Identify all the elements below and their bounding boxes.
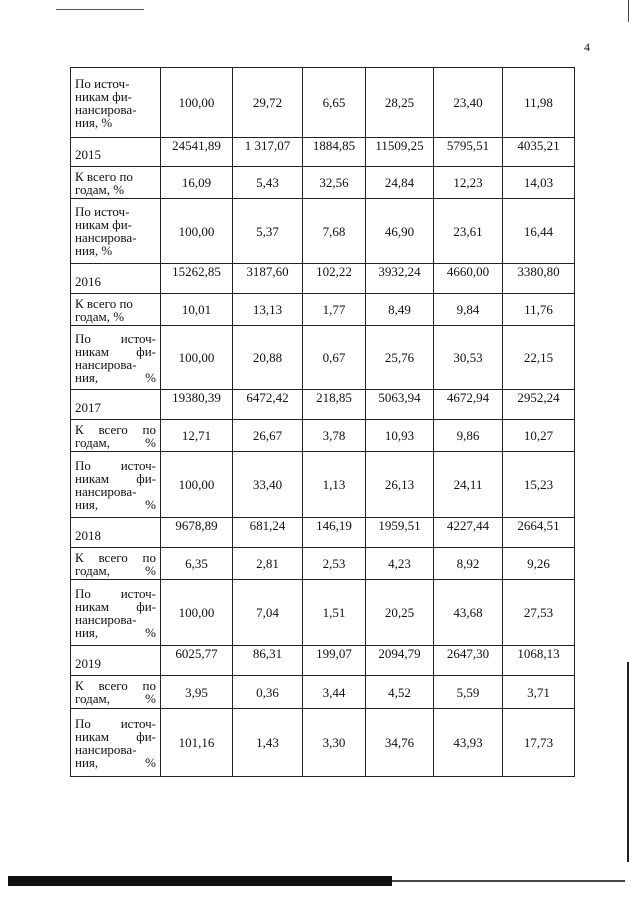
- table-row: [71, 580, 575, 646]
- label-line: годам, %: [75, 434, 156, 450]
- year-cell: [71, 646, 161, 676]
- value-cell: 1,43: [233, 709, 303, 777]
- value-cell: 6472,42: [233, 390, 303, 420]
- value-cell: 3,95: [161, 676, 233, 709]
- value-cell: 5,43: [233, 167, 303, 199]
- label-line: никам фи-: [75, 217, 132, 232]
- value-cell: 100,00: [161, 452, 233, 518]
- label-line: 2015: [75, 147, 101, 162]
- label-line: По источ-: [75, 204, 130, 219]
- label-line: ния, %: [75, 243, 113, 258]
- label-line: 2018: [75, 527, 101, 543]
- label-line: годам, %: [75, 181, 125, 197]
- value-cell: 11,76: [503, 294, 575, 326]
- value-cell: 15262,85: [161, 264, 233, 294]
- value-cell: 12,23: [434, 167, 503, 199]
- value-cell: 5,59: [434, 676, 503, 709]
- value-cell: 43,93: [434, 709, 503, 777]
- value-cell: 1884,85: [303, 138, 366, 167]
- label-line: нансирова-: [75, 741, 137, 757]
- row-label: [71, 580, 161, 646]
- value-cell: 4,52: [366, 676, 434, 709]
- table-row: [71, 167, 575, 199]
- label-line: По источ-: [75, 715, 156, 731]
- value-cell: 24,11: [434, 452, 503, 518]
- value-cell: 199,07: [303, 646, 366, 676]
- value-cell: 12,71: [161, 420, 233, 452]
- label-line: годам, %: [75, 562, 156, 578]
- value-cell: 9,86: [434, 420, 503, 452]
- value-cell: 22,15: [503, 326, 575, 390]
- value-cell: 16,09: [161, 167, 233, 199]
- value-cell: 100,00: [161, 326, 233, 390]
- value-cell: 4227,44: [434, 518, 503, 548]
- table-row: [71, 709, 575, 777]
- value-cell: 3,44: [303, 676, 366, 709]
- value-cell: 15,23: [503, 452, 575, 518]
- value-cell: 19380,39: [161, 390, 233, 420]
- value-cell: 27,53: [503, 580, 575, 646]
- scan-edge-mark: [627, 662, 629, 862]
- value-cell: 10,27: [503, 420, 575, 452]
- year-row: [71, 138, 575, 167]
- scan-edge-bar: [8, 876, 392, 886]
- value-cell: 86,31: [233, 646, 303, 676]
- value-cell: 5,37: [233, 199, 303, 264]
- value-cell: 8,92: [434, 548, 503, 580]
- value-cell: 4035,21: [503, 138, 575, 167]
- table-row: [71, 452, 575, 518]
- table-row: [71, 294, 575, 326]
- label-line: По источ-: [75, 75, 130, 91]
- value-cell: 218,85: [303, 390, 366, 420]
- label-line: нансирова-: [75, 611, 137, 627]
- value-cell: 0,67: [303, 326, 366, 390]
- value-cell: 3,30: [303, 709, 366, 777]
- value-cell: 33,40: [233, 452, 303, 518]
- value-cell: 13,13: [233, 294, 303, 326]
- label-line: ния, %: [75, 114, 113, 130]
- label-line: К всего по: [75, 549, 156, 565]
- top-rule: [56, 9, 144, 10]
- value-cell: 26,67: [233, 420, 303, 452]
- label-line: По источ-: [75, 585, 156, 601]
- row-label: [71, 167, 161, 199]
- value-cell: 1,77: [303, 294, 366, 326]
- label-line: 2019: [75, 655, 101, 671]
- value-cell: 26,13: [366, 452, 434, 518]
- row-label: [71, 548, 161, 580]
- label-line: 2017: [75, 399, 101, 415]
- year-cell: [71, 264, 161, 294]
- value-cell: 1959,51: [366, 518, 434, 548]
- value-cell: 102,22: [303, 264, 366, 294]
- value-cell: 1,51: [303, 580, 366, 646]
- year-cell: [71, 138, 161, 167]
- value-cell: 24,84: [366, 167, 434, 199]
- value-cell: 1068,13: [503, 646, 575, 676]
- value-cell: 10,93: [366, 420, 434, 452]
- value-cell: 34,76: [366, 709, 434, 777]
- value-cell: 6,35: [161, 548, 233, 580]
- row-label: [71, 676, 161, 709]
- margin-mark: [628, 0, 629, 22]
- value-cell: 23,40: [434, 68, 503, 138]
- table-row: [71, 676, 575, 709]
- row-label: [71, 420, 161, 452]
- value-cell: 0,36: [233, 676, 303, 709]
- value-cell: 32,56: [303, 167, 366, 199]
- label-line: К всего по: [75, 295, 133, 311]
- label-line: ния, %: [75, 369, 156, 385]
- table-row: [71, 548, 575, 580]
- year-row: [71, 264, 575, 294]
- table-row: [71, 326, 575, 390]
- value-cell: 28,25: [366, 68, 434, 138]
- year-row: [71, 390, 575, 420]
- value-cell: 100,00: [161, 199, 233, 264]
- value-cell: 11,98: [503, 68, 575, 138]
- label-line: никам фи-: [75, 598, 156, 614]
- value-cell: 2,53: [303, 548, 366, 580]
- row-label: [71, 199, 161, 264]
- value-cell: 14,03: [503, 167, 575, 199]
- year-row: [71, 646, 575, 676]
- value-cell: 9678,89: [161, 518, 233, 548]
- value-cell: 4672,94: [434, 390, 503, 420]
- value-cell: 6025,77: [161, 646, 233, 676]
- value-cell: 24541,89: [161, 138, 233, 167]
- value-cell: 4660,00: [434, 264, 503, 294]
- value-cell: 20,25: [366, 580, 434, 646]
- value-cell: 43,68: [434, 580, 503, 646]
- label-line: никам фи-: [75, 88, 132, 104]
- value-cell: 8,49: [366, 294, 434, 326]
- row-label: [71, 68, 161, 138]
- value-cell: 681,24: [233, 518, 303, 548]
- label-line: По источ-: [75, 457, 156, 473]
- label-line: нансирова-: [75, 356, 137, 372]
- value-cell: 146,19: [303, 518, 366, 548]
- page-number: 4: [584, 40, 590, 54]
- label-line: никам фи-: [75, 470, 156, 486]
- label-line: К всего по: [75, 678, 156, 693]
- label-line: годам, %: [75, 308, 125, 324]
- value-cell: 4,23: [366, 548, 434, 580]
- value-cell: 1,13: [303, 452, 366, 518]
- label-line: По источ-: [75, 330, 156, 346]
- row-label: [71, 294, 161, 326]
- value-cell: 7,04: [233, 580, 303, 646]
- table-row: [71, 420, 575, 452]
- financing-table: [70, 67, 575, 777]
- value-cell: 46,90: [366, 199, 434, 264]
- value-cell: 7,68: [303, 199, 366, 264]
- label-line: никам фи-: [75, 343, 156, 359]
- label-line: годам, %: [75, 691, 156, 706]
- value-cell: 29,72: [233, 68, 303, 138]
- value-cell: 101,16: [161, 709, 233, 777]
- table-row: [71, 68, 575, 138]
- value-cell: 5795,51: [434, 138, 503, 167]
- value-cell: 2,81: [233, 548, 303, 580]
- value-cell: 3187,60: [233, 264, 303, 294]
- label-line: нансирова-: [75, 230, 137, 245]
- year-cell: [71, 390, 161, 420]
- value-cell: 23,61: [434, 199, 503, 264]
- value-cell: 11509,25: [366, 138, 434, 167]
- value-cell: 5063,94: [366, 390, 434, 420]
- label-line: 2016: [75, 273, 101, 289]
- value-cell: 10,01: [161, 294, 233, 326]
- row-label: [71, 326, 161, 390]
- label-line: никам фи-: [75, 728, 156, 744]
- value-cell: 20,88: [233, 326, 303, 390]
- row-label: [71, 452, 161, 518]
- label-line: нансирова-: [75, 483, 137, 499]
- label-line: ния, %: [75, 496, 156, 512]
- value-cell: 100,00: [161, 68, 233, 138]
- value-cell: 2952,24: [503, 390, 575, 420]
- value-cell: 1 317,07: [233, 138, 303, 167]
- value-cell: 9,26: [503, 548, 575, 580]
- value-cell: 3,78: [303, 420, 366, 452]
- value-cell: 9,84: [434, 294, 503, 326]
- table-row: [71, 199, 575, 264]
- value-cell: 100,00: [161, 580, 233, 646]
- label-line: К всего по: [75, 421, 156, 437]
- value-cell: 16,44: [503, 199, 575, 264]
- label-line: ния, %: [75, 754, 156, 770]
- label-line: нансирова-: [75, 101, 137, 117]
- value-cell: 2664,51: [503, 518, 575, 548]
- value-cell: 17,73: [503, 709, 575, 777]
- value-cell: 3,71: [503, 676, 575, 709]
- label-line: К всего по: [75, 168, 133, 184]
- value-cell: 25,76: [366, 326, 434, 390]
- row-label: [71, 709, 161, 777]
- year-row: [71, 518, 575, 548]
- value-cell: 3380,80: [503, 264, 575, 294]
- value-cell: 6,65: [303, 68, 366, 138]
- value-cell: 30,53: [434, 326, 503, 390]
- value-cell: 2647,30: [434, 646, 503, 676]
- scan-edge-line: [380, 880, 625, 882]
- year-cell: [71, 518, 161, 548]
- value-cell: 3932,24: [366, 264, 434, 294]
- label-line: ния, %: [75, 624, 156, 640]
- value-cell: 2094,79: [366, 646, 434, 676]
